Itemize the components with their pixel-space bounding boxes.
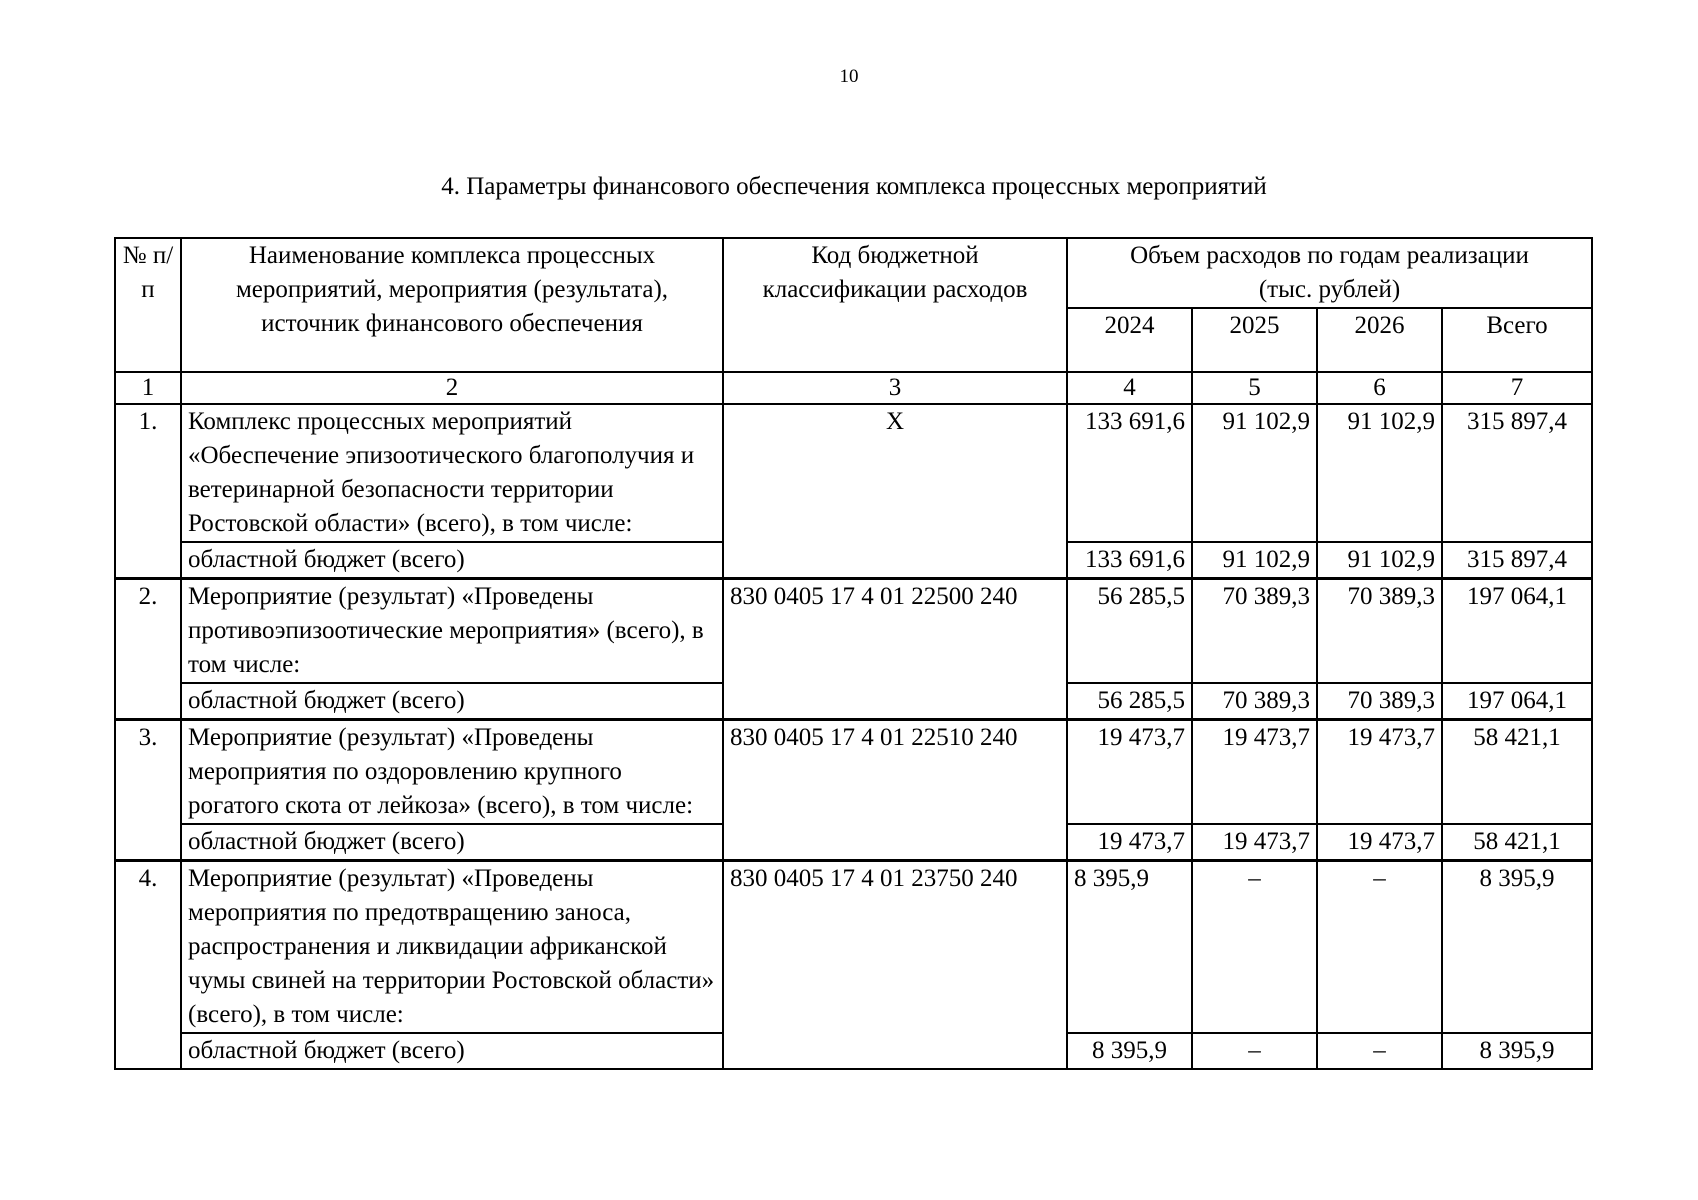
subrow-value-2025: – xyxy=(1192,1033,1317,1069)
row-value-2026: – xyxy=(1317,861,1442,1034)
header-name: Наименование комплекса процессных мероприятий, мероприятия (результата), источник финансового обеспечения xyxy=(181,238,723,372)
subrow-value-2026: – xyxy=(1317,1033,1442,1069)
col-number-1: 1 xyxy=(115,372,181,404)
row-num: 4. xyxy=(115,861,181,1070)
subrow-value-2026: 19 473,7 xyxy=(1317,824,1442,861)
header-num: № п/п xyxy=(115,238,181,372)
col-number-7: 7 xyxy=(1442,372,1592,404)
row-value-2026: 19 473,7 xyxy=(1317,720,1442,825)
header-volume: Объем расходов по годам реализации (тыс. рублей) xyxy=(1067,238,1592,308)
subrow-value-2025: 19 473,7 xyxy=(1192,824,1317,861)
subrow-name: областной бюджет (всего) xyxy=(181,1033,723,1069)
row-name: Мероприятие (результат) «Проведены противоэпизоотические мероприятия» (всего), в том числе: xyxy=(181,579,723,684)
row-value-2024: 133 691,6 xyxy=(1067,404,1192,542)
col-number-2: 2 xyxy=(181,372,723,404)
header-year-2025: 2025 xyxy=(1192,308,1317,372)
row-name: Мероприятие (результат) «Проведены мероприятия по предотвращению заноса, распространения и ликвидации африканской чумы свиней на территории Ростовской области» (всего), в том числе: xyxy=(181,861,723,1034)
subrow-value-2025: 91 102,9 xyxy=(1192,542,1317,579)
col-number-4: 4 xyxy=(1067,372,1192,404)
header-total: Всего xyxy=(1442,308,1592,372)
row-value-2025: 70 389,3 xyxy=(1192,579,1317,684)
subrow-value-2024: 19 473,7 xyxy=(1067,824,1192,861)
header-code: Код бюджетной классификации расходов xyxy=(723,238,1067,372)
col-number-6: 6 xyxy=(1317,372,1442,404)
row-value-total: 315 897,4 xyxy=(1442,404,1592,542)
row-num: 2. xyxy=(115,579,181,720)
subrow-value-2024: 8 395,9 xyxy=(1067,1033,1192,1069)
row-value-2024: 19 473,7 xyxy=(1067,720,1192,825)
row-name: Комплекс процессных мероприятий «Обеспечение эпизоотического благополучия и ветеринарной безопасности территории Ростовской области» (всего), в том числе: xyxy=(181,404,723,542)
subrow-value-total: 58 421,1 xyxy=(1442,824,1592,861)
financing-table xyxy=(114,237,1593,1070)
row-value-2026: 70 389,3 xyxy=(1317,579,1442,684)
row-value-2025: – xyxy=(1192,861,1317,1034)
row-value-2024: 8 395,9 xyxy=(1067,861,1192,1034)
row-value-2026: 91 102,9 xyxy=(1317,404,1442,542)
document-title: 4. Параметры финансового обеспечения комплекса процессных мероприятий xyxy=(441,173,1267,200)
subrow-name: областной бюджет (всего) xyxy=(181,824,723,861)
row-name: Мероприятие (результат) «Проведены мероприятия по оздоровлению крупного рогатого скота от лейкоза» (всего), в том числе: xyxy=(181,720,723,825)
table-row xyxy=(115,579,1592,684)
table-row xyxy=(115,861,1592,1034)
col-number-3: 3 xyxy=(723,372,1067,404)
row-code: 830 0405 17 4 01 23750 240 xyxy=(723,861,1067,1070)
col-number-5: 5 xyxy=(1192,372,1317,404)
row-value-total: 8 395,9 xyxy=(1442,861,1592,1034)
row-value-2025: 19 473,7 xyxy=(1192,720,1317,825)
subrow-value-2024: 56 285,5 xyxy=(1067,683,1192,720)
row-num: 1. xyxy=(115,404,181,579)
subrow-value-total: 197 064,1 xyxy=(1442,683,1592,720)
header-year-2024: 2024 xyxy=(1067,308,1192,372)
table-row xyxy=(115,404,1592,542)
subrow-name: областной бюджет (всего) xyxy=(181,542,723,579)
row-value-2024: 56 285,5 xyxy=(1067,579,1192,684)
table-row xyxy=(115,720,1592,825)
row-value-total: 197 064,1 xyxy=(1442,579,1592,684)
row-value-total: 58 421,1 xyxy=(1442,720,1592,825)
row-code: Х xyxy=(723,404,1067,579)
header-year-2026: 2026 xyxy=(1317,308,1442,372)
page-number: 10 xyxy=(839,66,859,87)
subrow-value-2026: 91 102,9 xyxy=(1317,542,1442,579)
subrow-value-2024: 133 691,6 xyxy=(1067,542,1192,579)
subrow-value-2025: 70 389,3 xyxy=(1192,683,1317,720)
row-value-2025: 91 102,9 xyxy=(1192,404,1317,542)
row-code: 830 0405 17 4 01 22510 240 xyxy=(723,720,1067,861)
subrow-value-2026: 70 389,3 xyxy=(1317,683,1442,720)
subrow-value-total: 8 395,9 xyxy=(1442,1033,1592,1069)
subrow-value-total: 315 897,4 xyxy=(1442,542,1592,579)
subrow-name: областной бюджет (всего) xyxy=(181,683,723,720)
row-code: 830 0405 17 4 01 22500 240 xyxy=(723,579,1067,720)
row-num: 3. xyxy=(115,720,181,861)
